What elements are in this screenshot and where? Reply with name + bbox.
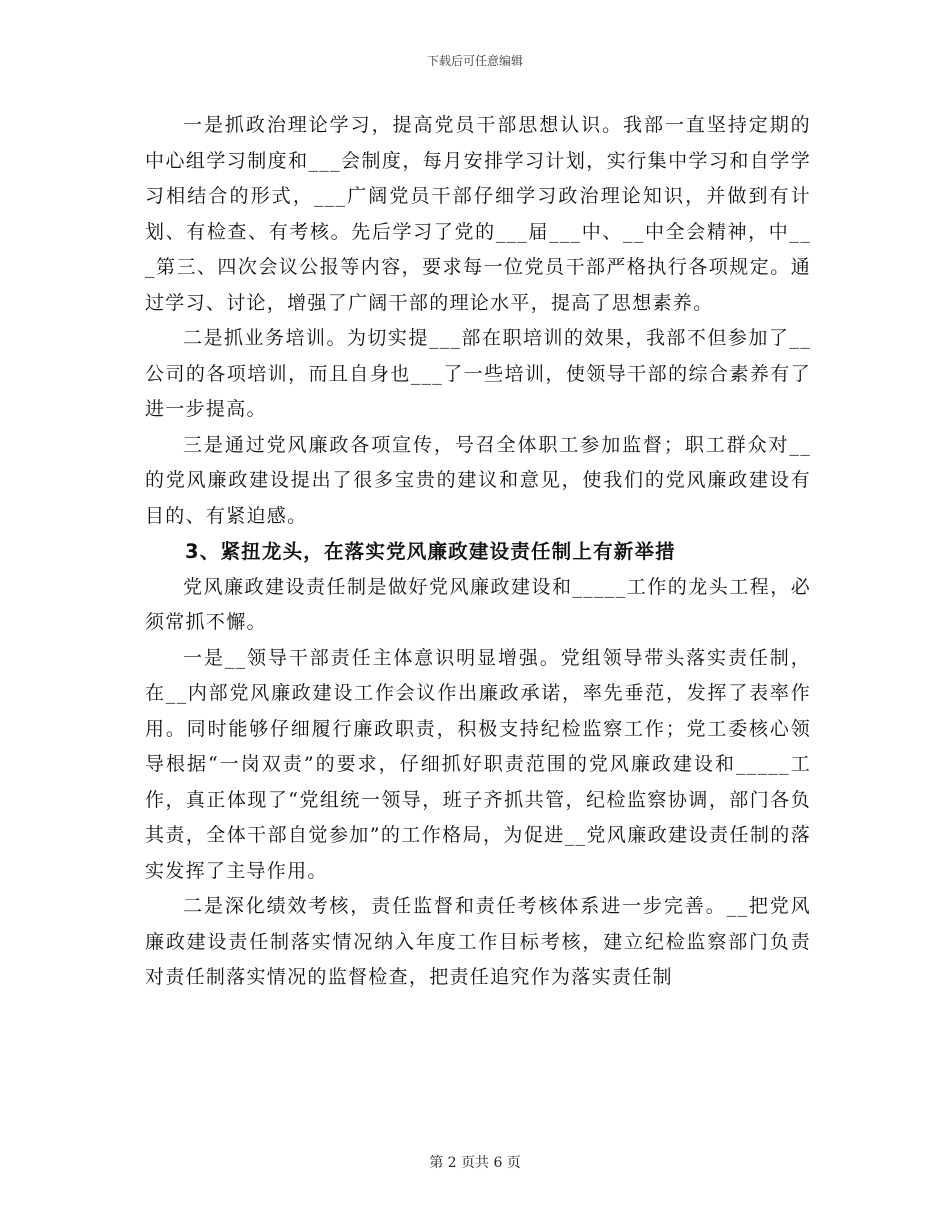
paragraph-publicity: 三是通过党风廉政各项宣传，号召全体职工参加监督；职工群众对__的党风廉政建设提出了很多宝贵的建议和意见，使我们的党风廉政建设有目的、有紧迫感。 (145, 433, 811, 527)
page-header: 下载后可任意编辑 (426, 54, 523, 68)
page-number: 第 2 页共 6 页 (429, 1155, 521, 1171)
paragraph-performance-assessment: 二是深化绩效考核，责任监督和责任考核体系进一步完善。__把党风廉政建设责任制落实情况纳入年度工作目标考核，建立纪检监察部门负责对责任制落实情况的监督检查，把责任追究作为落实责任制 (145, 895, 811, 988)
paragraph-leadership-awareness: 一是__领导干部责任主体意识明显增强。党组领导带头落实责任制，在__内部党风廉政建设工作会议作出廉政承诺，率先垂范，发挥了表率作用。同时能够仔细履行廉政职责，积极支持纪检监察工作；党工委核心领导根据“一岗双责”的要求，仔细抓好职责范围的党风廉政建设和_____工作，真正体现了“党组统一领导，班子齐抓共管，纪检监察协调，部门各负其责，全体干部自觉参加”的工作格局，为促进__党风廉政建设责任制的落实发挥了主导作用。 (145, 646, 811, 882)
document-body (145, 108, 811, 996)
paragraph-theory-study: 一是抓政治理论学习，提高党员干部思想认识。我部一直坚持定期的中心组学习制度和___会制度，每月安排学习计划，实行集中学习和自学学习相结合的形式，___广阔党员干部仔细学习政治理论知识，并做到有计划、有检查、有考核。先后学习了党的___届___中、__中全会精神，中___第三、四次会议公报等内容，要求每一位党员干部严格执行各项规定。通过学习、讨论，增强了广阔干部的理论水平，提高了思想素养。 (145, 114, 811, 314)
paragraph-business-training: 二是抓业务培训。为切实提___部在职培训的效果，我部不但参加了__公司的各项培训，而且自身也___了一些培训，使领导干部的综合素养有了进一步提高。 (145, 327, 811, 420)
section-heading: 3、紧扭龙头，在落实党风廉政建设责任制上有新举措 (185, 540, 676, 563)
paragraph-responsibility-intro: 党风廉政建设责任制是做好党风廉政建设和_____工作的龙头工程，必须常抓不懈。 (145, 575, 811, 633)
